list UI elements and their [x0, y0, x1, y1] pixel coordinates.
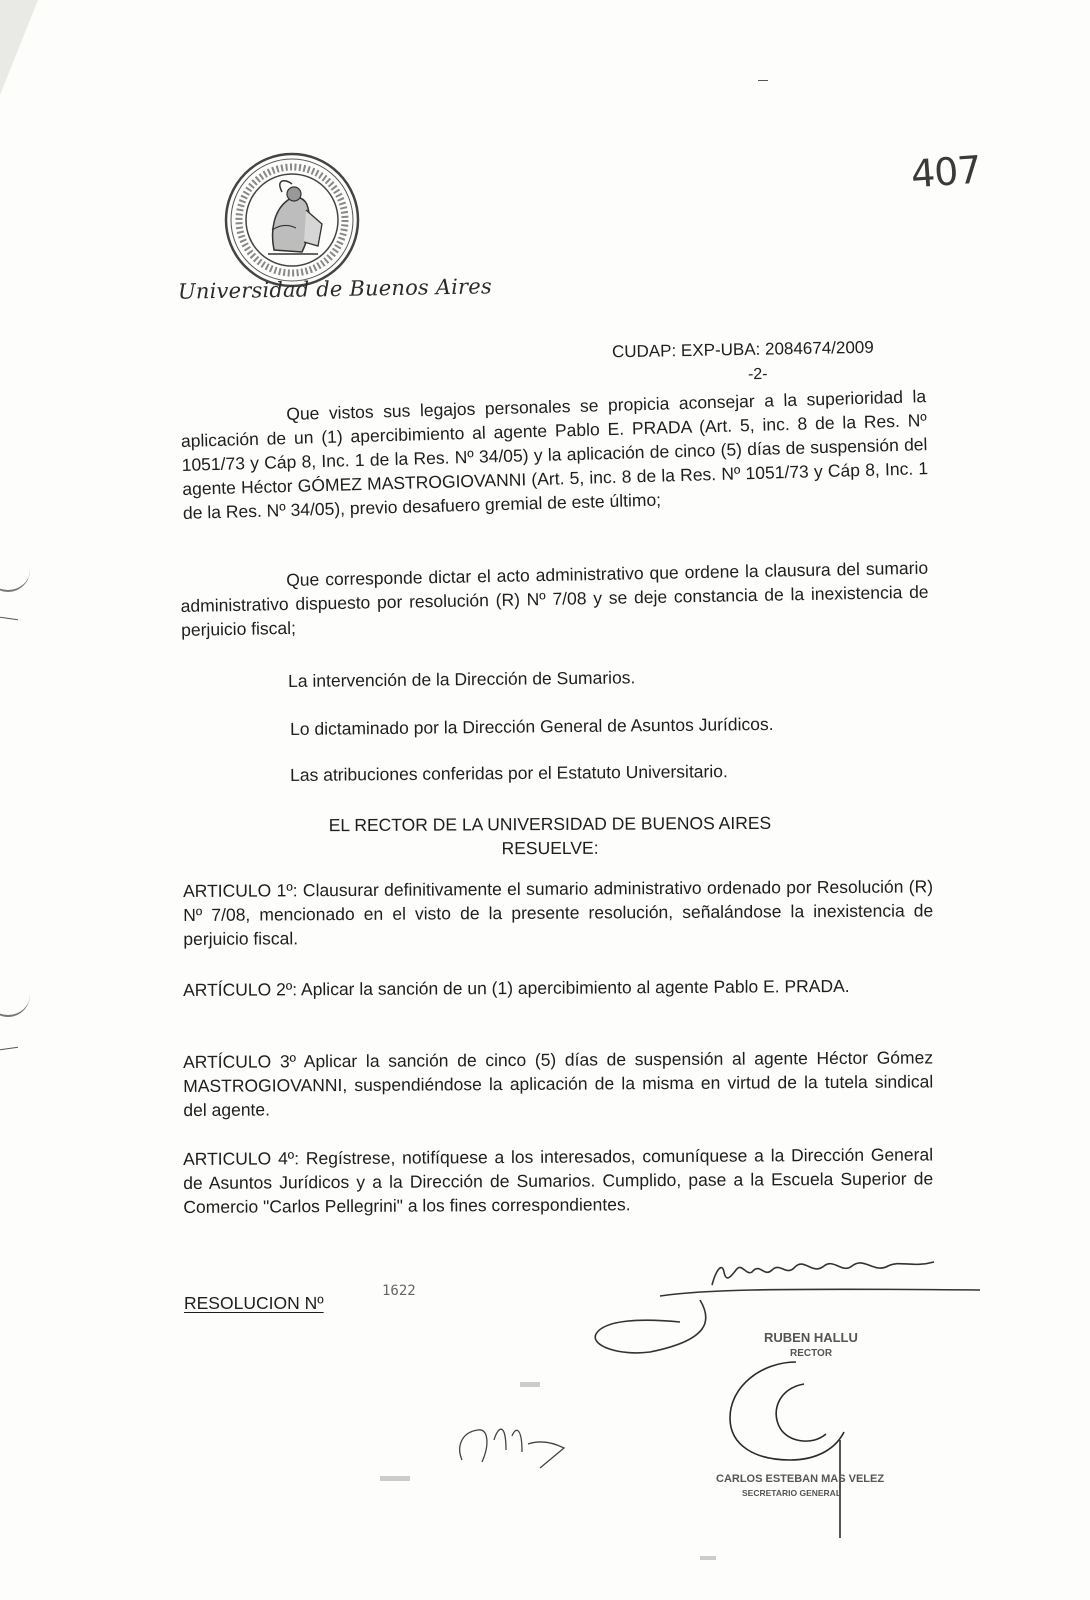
- considerando-paragraph: Que vistos sus legajos personales se propicia aconsejar a la superioridad la aplicación de un (1) apercibimiento al agente Pablo E. PRADA (Art. 5, inc. 8 de la Res. Nº 1051/73 y Cáp 8, Inc. 1 de la Res. Nº 34/05) y la aplicación de cinco (5) días de suspensión del agente Héctor GÓMEZ MASTROGIOVANNI (Art. 5, inc. 8 de la Res. Nº 1051/73 y Cáp 8, Inc. 1 de la Res. Nº 34/05), previo desafuero gremial de este último;: [180, 386, 929, 523]
- secretary-stamp-title: SECRETARIO GENERAL: [742, 1488, 842, 1498]
- considerando-line: Lo dictaminado por la Dirección General de Asuntos Jurídicos.: [290, 713, 774, 739]
- secretary-signature-icon: [730, 1362, 844, 1538]
- page-number: -2-: [747, 365, 768, 384]
- faint-stamp-marks: [380, 1382, 716, 1560]
- margin-mark: [0, 617, 18, 620]
- secretary-stamp-name: CARLOS ESTEBAN MAS VELEZ: [716, 1473, 885, 1485]
- considerando-paragraph: Que corresponde dictar el acto administrativo que ordene la clausura del sumario administrativo dispuesto por resolución (R) Nº 7/08 y se deje constancia de la inexistencia de perjuicio fiscal;: [180, 557, 929, 640]
- article-paragraph: ARTICULO 4º: Regístrese, notifíquese a los interesados, comuníquese a la Dirección General de Asuntos Jurídicos y a la Dirección de Sumarios. Cumplido, pase a la Escuela Superior de Comercio "Carlos Pellegrini" a los fines correspondientes.: [183, 1144, 934, 1217]
- article-paragraph: ARTÍCULO 2º: Aplicar la sanción de un (1) apercibimiento al agente Pablo E. PRADA.: [183, 975, 850, 1000]
- margin-mark: [758, 80, 768, 81]
- punch-hole-mark: [0, 560, 30, 592]
- margin-mark: [0, 1047, 18, 1050]
- punch-hole-mark: [0, 985, 30, 1017]
- resolution-heading-resuelve: RESUELVE:: [501, 837, 599, 859]
- resolution-number-value: 1622: [382, 1283, 416, 1299]
- resolution-heading: [180, 810, 920, 862]
- article-paragraph: ARTÍCULO 3º Aplicar la sanción de cinco (5) días de suspensión al agente Héctor Gómez MASTROGIOVANNI, suspendiéndose la aplicación de la misma en virtud de la tutela sindical del agente.: [183, 1047, 934, 1120]
- rector-stamp-title: RECTOR: [790, 1348, 833, 1359]
- initials-signature-icon: [460, 1429, 564, 1468]
- considerando-line: Las atribuciones conferidas por el Estatuto Universitario.: [290, 761, 728, 785]
- resolution-number-label: RESOLUCION Nº: [184, 1293, 324, 1313]
- university-seal-icon: [222, 150, 362, 290]
- resolution-heading-line: EL RECTOR DE LA UNIVERSIDAD DE BUENOS AIRES: [328, 812, 772, 836]
- considerando-line: La intervención de la Dirección de Sumarios.: [288, 667, 636, 691]
- rector-stamp-name: RUBEN HALLU: [764, 1330, 858, 1345]
- rector-signature-icon: [595, 1262, 980, 1353]
- folded-corner: [0, 0, 38, 95]
- secretary-stamp: [716, 1473, 884, 1498]
- rector-stamp: [764, 1330, 858, 1359]
- article-paragraph: ARTICULO 1º: Clausurar definitivamente el sumario administrativo ordenado por Resolución (R) Nº 7/08, mencionado en el visto de la presente resolución, señalándose la inexistencia de perjuicio fiscal.: [183, 876, 934, 949]
- university-name-script: Universidad de Buenos Aires: [177, 274, 493, 304]
- expediente-reference: CUDAP: EXP-UBA: 2084674/2009: [611, 337, 874, 362]
- handwritten-folio-number: 407: [909, 147, 982, 197]
